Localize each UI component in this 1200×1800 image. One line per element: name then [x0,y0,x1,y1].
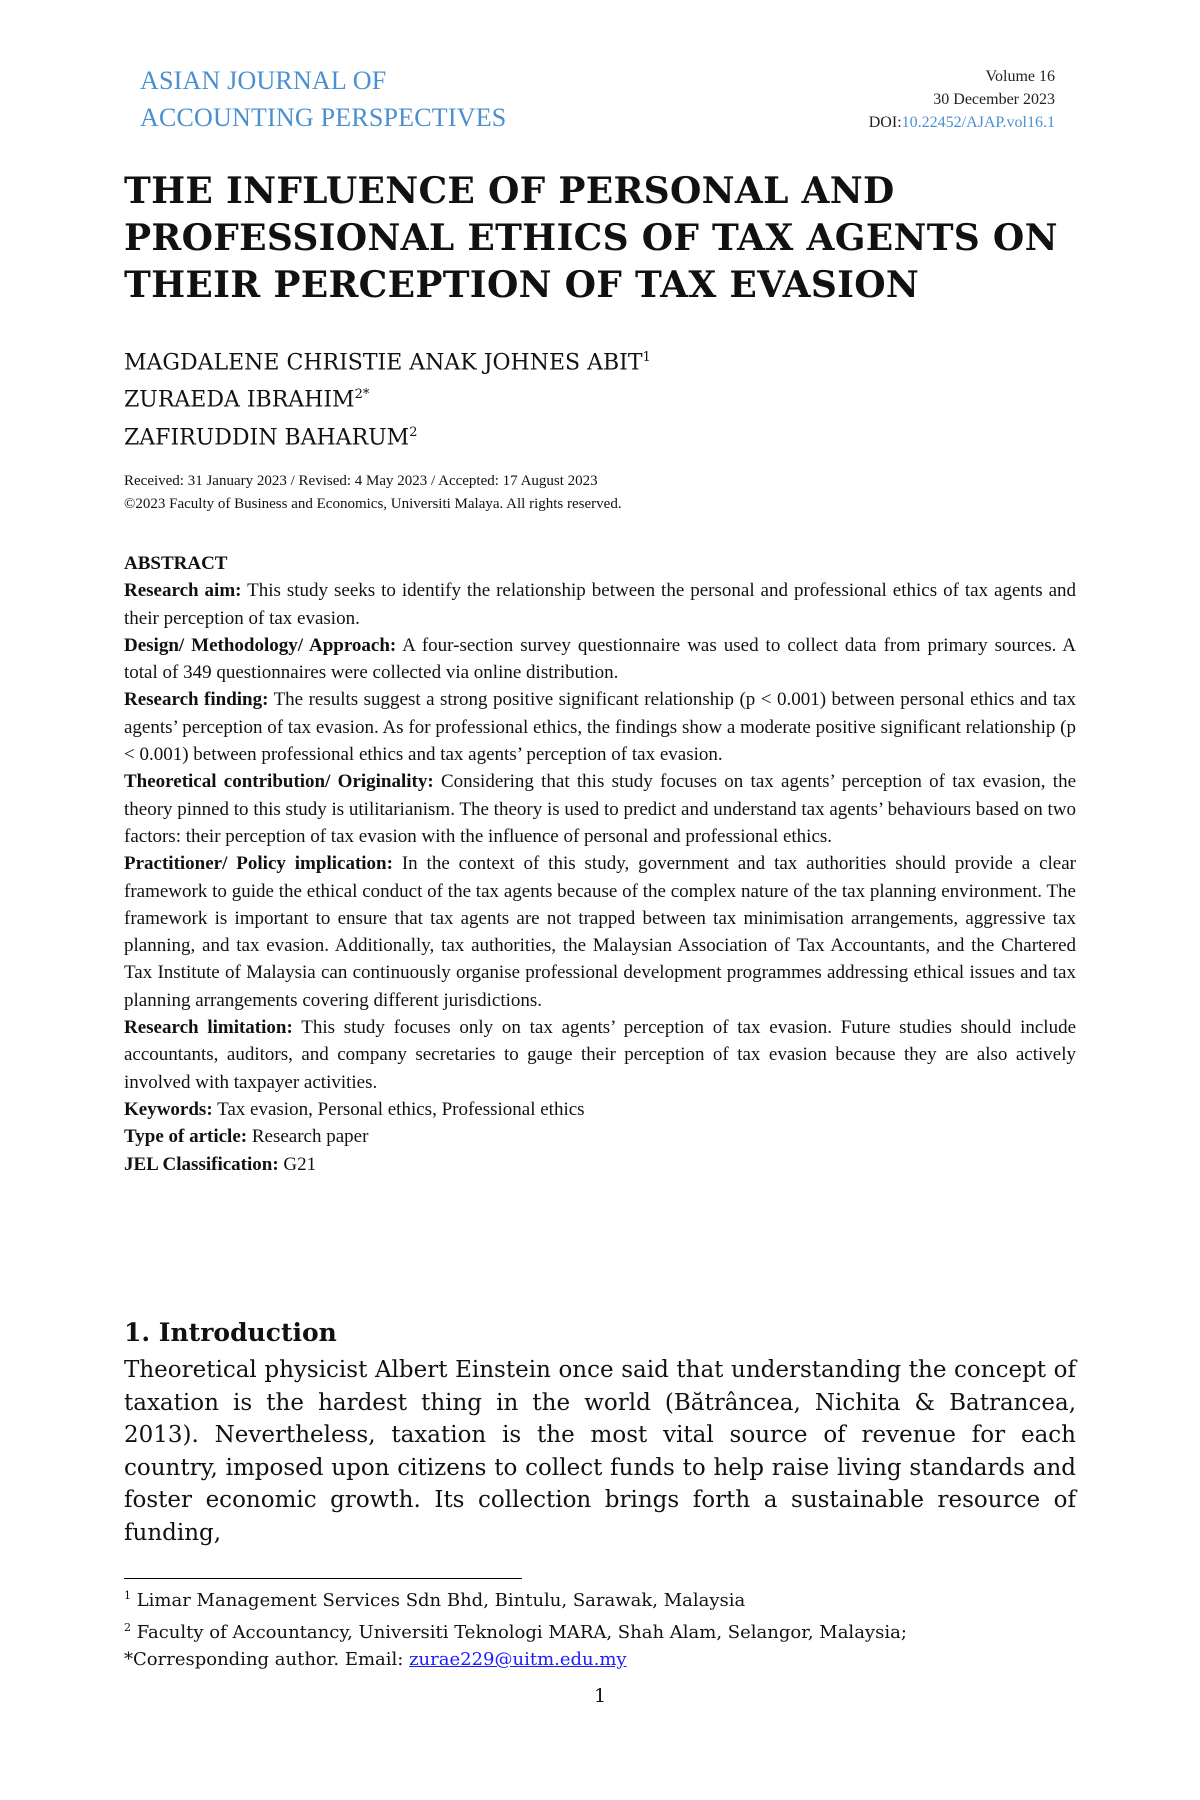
abstract-jel [124,1151,1076,1178]
section-heading: 1. Introduction [124,1318,337,1347]
email-link[interactable]: zurae229@uitm.edu.my [409,1649,627,1670]
footnote [124,1646,907,1673]
limitation-text: This study focuses only on tax agents’ perception of tax evasion. Future studies should include accountants, auditors, and company secretaries to gauge their perception of tax evasion because they are also actively involved with taxpayer activities. [124,1017,1077,1093]
aim-label: Research aim: [124,580,242,602]
abstract-limitation [124,1014,1076,1096]
abstract-theory [124,768,1076,850]
journal-name-line2: ACCOUNTING PERSPECTIVES [140,103,507,132]
title-line: PROFESSIONAL ETHICS OF TAX AGENTS ON [124,217,1058,259]
finding-label: Research finding: [124,689,269,711]
author-affiliation-mark: 2* [354,387,370,403]
author-name: MAGDALENE CHRISTIE ANAK JOHNES ABIT [124,350,643,376]
limitation-label: Research limitation: [124,1017,293,1039]
footnotes [124,1582,907,1673]
footnote-text: *Corresponding author. Email: [124,1649,410,1670]
finding-text: The results suggest a strong positive significant relationship (p < 0.001) between personal ethics and tax agents’ perception of tax evasion. As for professional ethics, the findings show a moderate positive significant relationship (p < 0.001) between professional ethics and tax agents’ perception of tax evasion. [124,689,1076,766]
footnote-mark: 2 [124,1621,131,1634]
author [124,417,651,454]
doi-link[interactable]: 10.22452/AJAP.vol16.1 [901,114,1055,131]
aim-text: This study seeks to identify the relationship between the personal and professional ethics of tax agents and their perception of tax evasion. [124,580,1076,629]
keywords-label: Keywords: [124,1098,213,1120]
author-name: ZURAEDA IBRAHIM [124,387,355,413]
footnote-text: Limar Management Services Sdn Bhd, Bintulu, Sarawak, Malaysia [131,1590,746,1611]
abstract-type [124,1123,1076,1150]
abstract [124,550,1076,1178]
footnote [124,1582,907,1614]
doi-label: DOI: [868,114,902,131]
volume-info [869,65,1055,134]
practice-label: Practitioner/ Policy implication: [124,853,393,875]
author-affiliation-mark: 2 [409,424,418,440]
author-affiliation-mark: 1 [642,350,651,365]
journal-name-line1: ASIAN JOURNAL OF [140,66,387,95]
design-label: Design/ Methodology/ Approach: [124,634,397,656]
footnote-mark: 1 [124,1589,131,1602]
type-text: Research paper [247,1126,369,1148]
copyright-line: ©2023 Faculty of Business and Economics, Universiti Malaya. All rights reserved. [124,496,622,512]
page-number: 1 [593,1685,607,1707]
author-name: ZAFIRUDDIN BAHARUM [124,424,410,450]
jel-label: JEL Classification: [124,1153,279,1175]
title-line: THE INFLUENCE OF PERSONAL AND [124,170,895,212]
publication-dates [124,470,622,516]
abstract-heading: ABSTRACT [124,553,228,574]
theory-text: Considering that this study focuses on tax agents’ perception of tax evasion, the theory pinned to this study is utilitarianism. The theory is used to predict and understand tax agents’ behaviours based on two factors: their perception of tax evasion with the influence of personal and professional ethics. [124,771,1077,847]
design-text: A four-section survey questionnaire was used to collect data from primary sources. A total of 349 questionnaires were collected via online distribution. [124,634,1076,684]
paper-title [124,168,1084,309]
keywords-text: Tax evasion, Personal ethics, Professional ethics [212,1098,585,1120]
theory-label: Theoretical contribution/ Originality: [124,771,434,793]
abstract-finding [124,686,1076,768]
jel-text: G21 [278,1153,317,1175]
issue-date: 30 December 2023 [933,91,1055,108]
volume-label: Volume 16 [985,68,1055,85]
type-label: Type of article: [124,1126,248,1148]
abstract-design [124,632,1076,687]
intro-body [124,1354,1076,1549]
doi-line [869,111,1055,134]
author [124,342,651,379]
abstract-practice [124,850,1076,1014]
author-list [124,342,651,454]
footnote [124,1614,907,1646]
title-line: THEIR PERCEPTION OF TAX EVASION [124,264,920,306]
author [124,379,651,416]
journal-name [140,62,506,136]
practice-text: In the context of this study, government and tax authorities should provide a clear framework to guide the ethical conduct of the tax agents because of the complex nature of the tax planning environment. The framework is important to ensure that tax agents are not trapped between tax minimisation arrangements, aggressive tax planning, and tax evasion. Additionally, tax authorities, the Malaysian Association of Tax Accountants, and the Chartered Tax Institute of Malaysia can continuously organise professional development programmes addressing ethical issues and tax planning arrangements covering different jurisdictions. [124,853,1076,1011]
dates-line: Received: 31 January 2023 / Revised: 4 May 2023 / Accepted: 17 August 2023 [124,473,598,489]
intro-paragraph: Theoretical physicist Albert Einstein once said that understanding the concept of taxation is the hardest thing in the world (Bătrâncea, Nichita & Batrancea, 2013). Nevertheless, taxation is the most vital source of revenue for each country, imposed upon citizens to collect funds to help raise living standards and foster economic growth. Its collection brings forth a sustainable resource of funding, [124,1357,1076,1546]
footnote-divider [124,1578,522,1579]
footnote-text: Faculty of Accountancy, Universiti Teknologi MARA, Shah Alam, Selangor, Malaysia; [131,1622,907,1643]
abstract-aim [124,577,1076,632]
abstract-keywords [124,1096,1076,1123]
